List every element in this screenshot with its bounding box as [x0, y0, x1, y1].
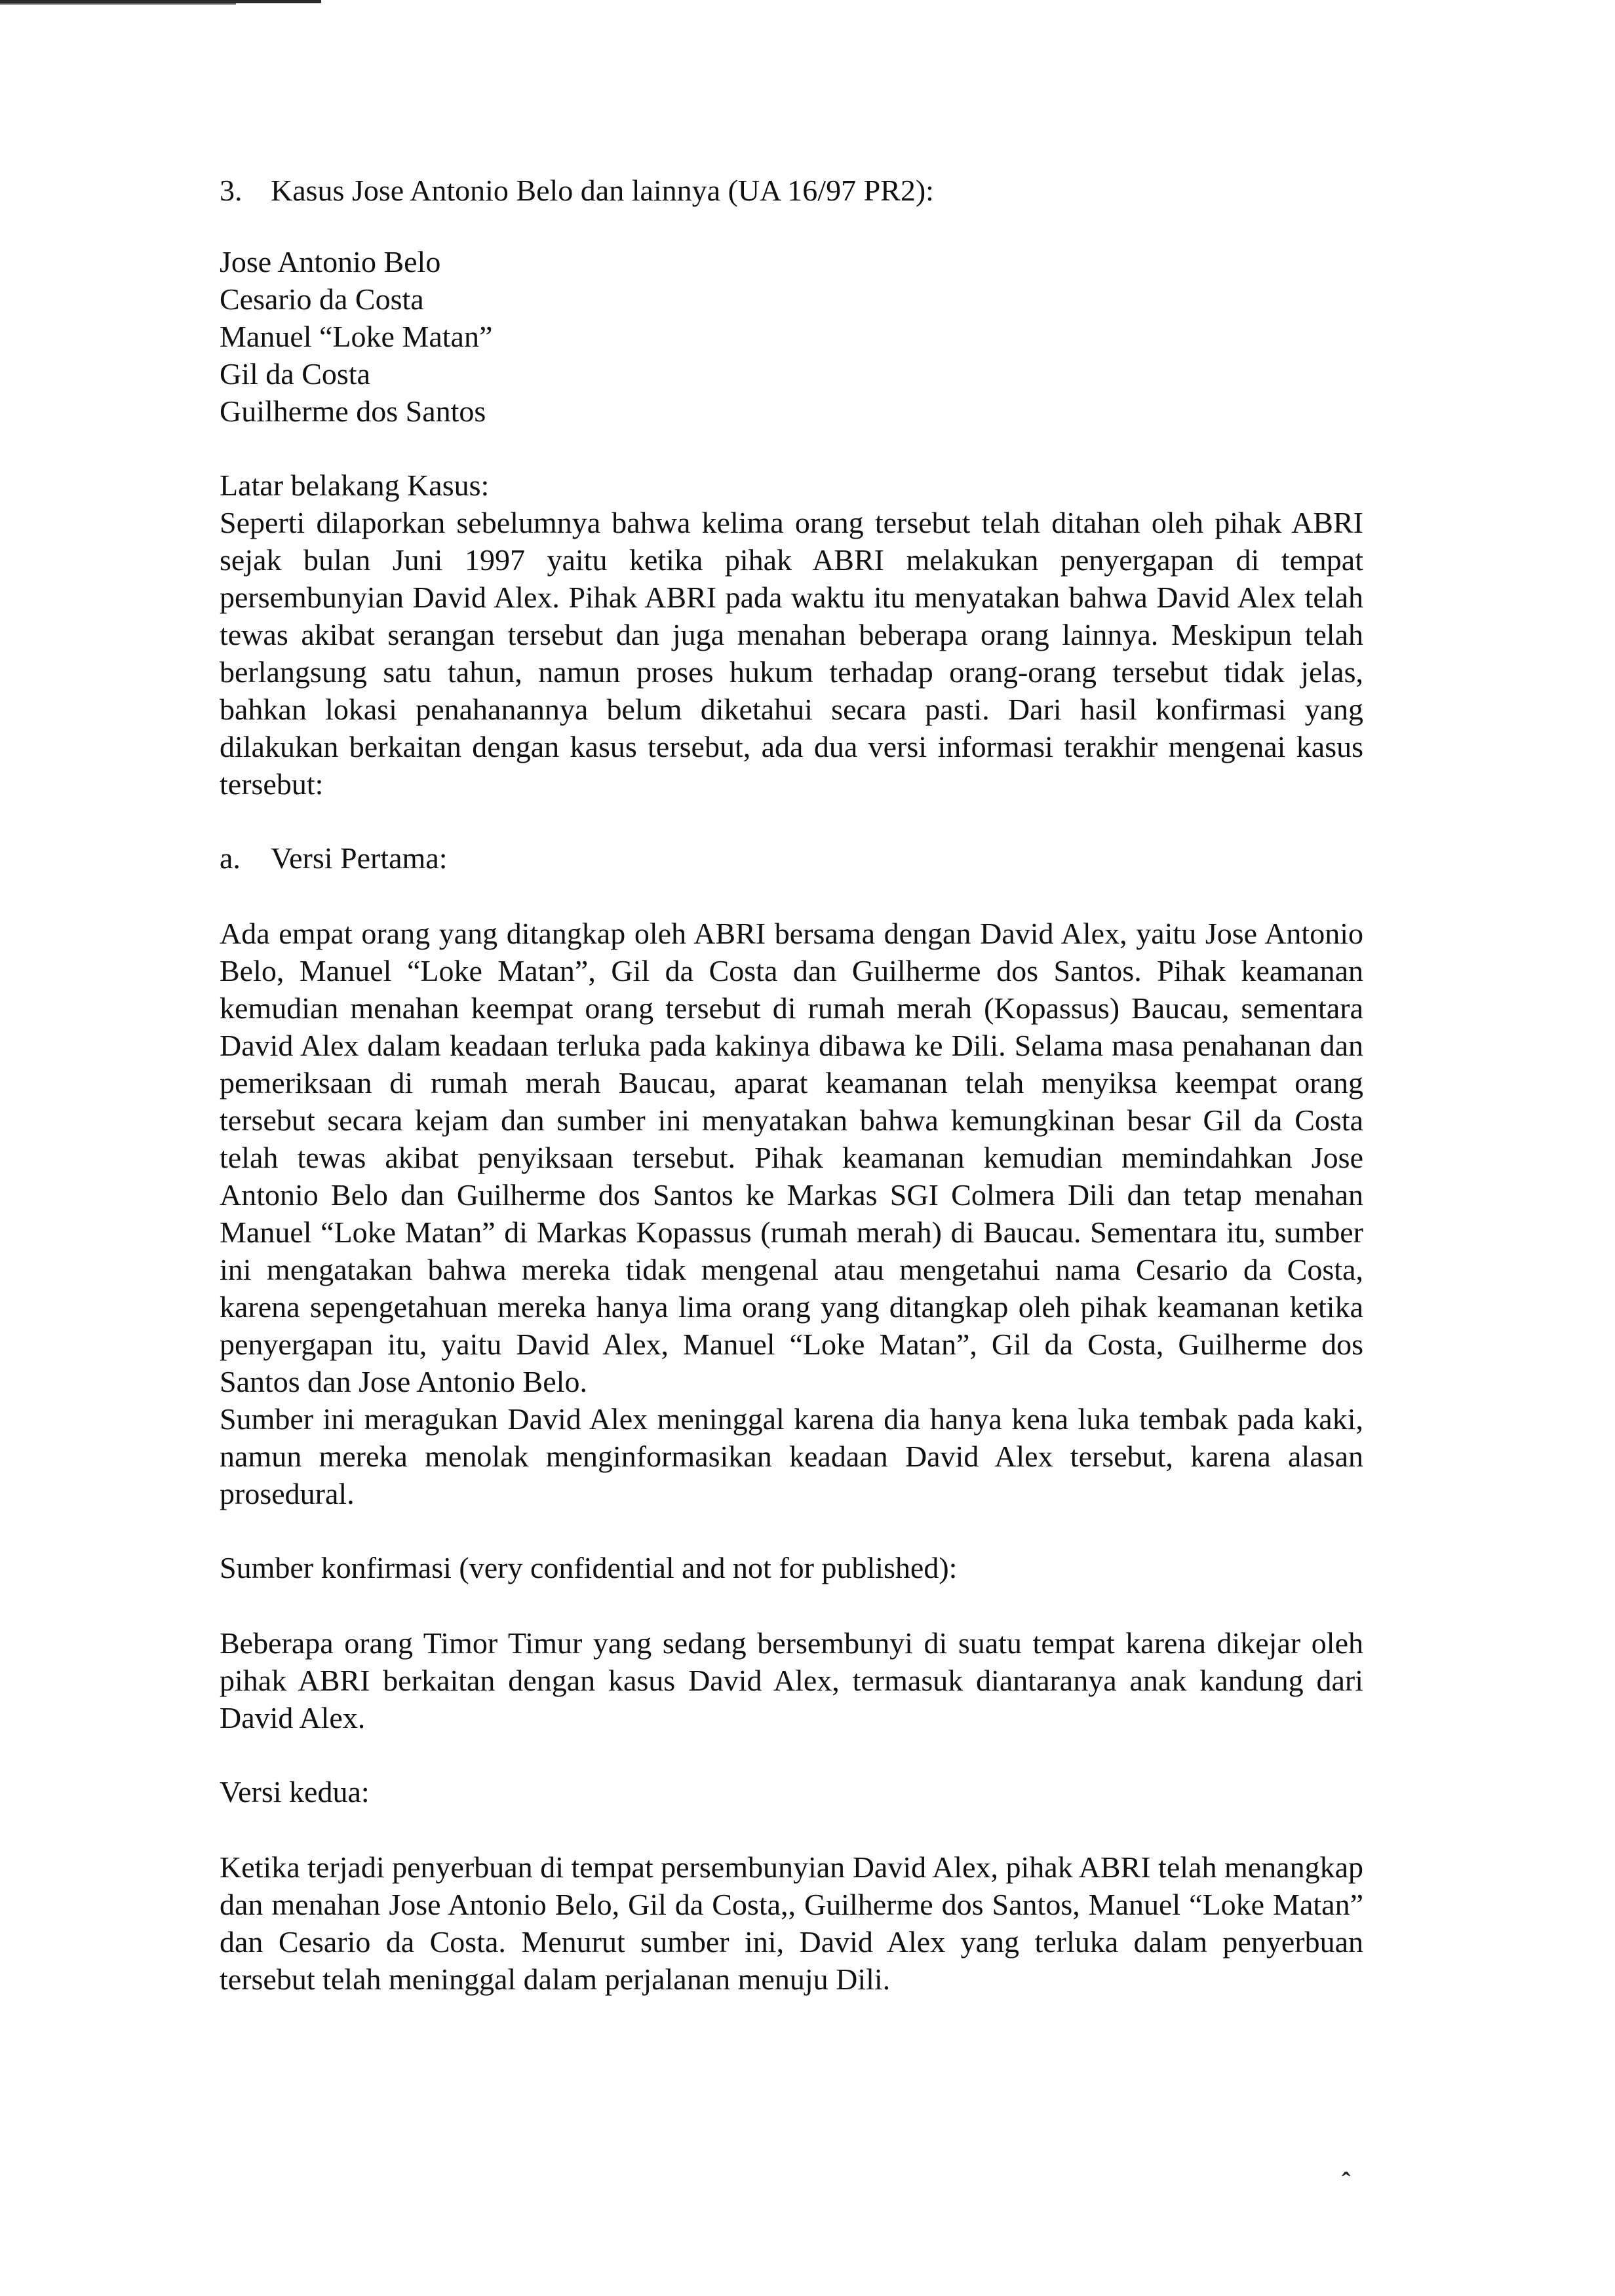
background-label: Latar belakang Kasus:	[220, 469, 490, 502]
page-mark: ˆ	[1342, 2167, 1351, 2196]
case-title: Kasus Jose Antonio Belo dan lainnya (UA 16/97 PR2):	[271, 174, 934, 207]
source-paragraph: Beberapa orang Timor Timur yang sedang bersembunyi di suatu tempat karena dikejar oleh pihak ABRI berkaitan dengan kasus David Alex, termasuk diantaranya anak kandung dari David Alex.	[220, 1626, 1363, 1734]
document-body	[220, 172, 1363, 1998]
case-heading	[220, 172, 1363, 209]
version-one-label: Versi Pertama:	[271, 841, 448, 875]
source-label: Sumber konfirmasi (very confidential and not for published):	[220, 1551, 958, 1584]
version-two-paragraph: Ketika terjadi penyerbuan di tempat persembunyian David Alex, pihak ABRI telah menangkap dan menahan Jose Antonio Belo, Gil da Costa,, Guilherme dos Santos, Manuel “Loke Matan” dan Cesario da Costa. Menurut sumber ini, David Alex yang terluka dalam penyerbuan tersebut telah meninggal dalam perjalanan menuju Dili.	[220, 1850, 1363, 1996]
detainee-name: Guilherme dos Santos	[220, 394, 486, 428]
version-one-paragraph-2: Sumber ini meragukan David Alex meninggal karena dia hanya kena luka tembak pada kaki, namun mereka menolak menginformasikan keadaan David Alex tersebut, karena alasan prosedural.	[220, 1402, 1363, 1510]
version-two-label: Versi kedua:	[220, 1775, 370, 1808]
detainee-name: Gil da Costa	[220, 357, 370, 391]
scan-edge-mark-secondary	[0, 3, 236, 5]
version-one-paragraph: Ada empat orang yang ditangkap oleh ABRI bersama dengan David Alex, yaitu Jose Antonio Belo, Manuel “Loke Matan”, Gil da Costa dan Guilherme dos Santos. Pihak keamanan kemudian menahan keempat orang tersebut di rumah merah (Kopassus) Baucau, sementara David Alex dalam keadaan terluka pada kakinya dibawa ke Dili. Selama masa penahanan dan pemeriksaan di rumah merah Baucau, aparat keamanan telah menyiksa keempat orang tersebut secara kejam dan sumber ini menyatakan bahwa kemungkinan besar Gil da Costa telah tewas akibat penyiksaan tersebut. Pihak keamanan kemudian memindahkan Jose Antonio Belo dan Guilherme dos Santos ke Markas SGI Colmera Dili dan tetap menahan Manuel “Loke Matan” di Markas Kopassus (rumah merah) di Baucau. Sementara itu, sumber ini mengatakan bahwa mereka tidak mengenal atau mengetahui nama Cesario da Costa, karena sepengetahuan mereka hanya lima orang yang ditangkap oleh pihak keamanan ketika penyergapan itu, yaitu David Alex, Manuel “Loke Matan”, Gil da Costa, Guilherme dos Santos dan Jose Antonio Belo.	[220, 917, 1363, 1398]
detainee-name: Manuel “Loke Matan”	[220, 320, 493, 353]
detainee-list	[220, 243, 1363, 430]
case-number: 3.	[220, 174, 243, 207]
version-one-letter: a.	[220, 841, 241, 875]
background-paragraph: Seperti dilaporkan sebelumnya bahwa kelima orang tersebut telah ditahan oleh pihak ABRI sejak bulan Juni 1997 yaitu ketika pihak ABRI melakukan penyergapan di tempat persembunyian David Alex. Pihak ABRI pada waktu itu menyatakan bahwa David Alex telah tewas akibat serangan tersebut dan juga menahan beberapa orang lainnya. Meskipun telah berlangsung satu tahun, namun proses hukum terhadap orang-orang tersebut tidak jelas, bahkan lokasi penahanannya belum diketahui secara pasti. Dari hasil konfirmasi yang dilakukan berkaitan dengan kasus tersebut, ada dua versi informasi terakhir mengenai kasus tersebut:	[220, 506, 1363, 801]
version-one-heading	[220, 839, 1363, 877]
detainee-name: Cesario da Costa	[220, 282, 424, 316]
detainee-name: Jose Antonio Belo	[220, 245, 441, 278]
